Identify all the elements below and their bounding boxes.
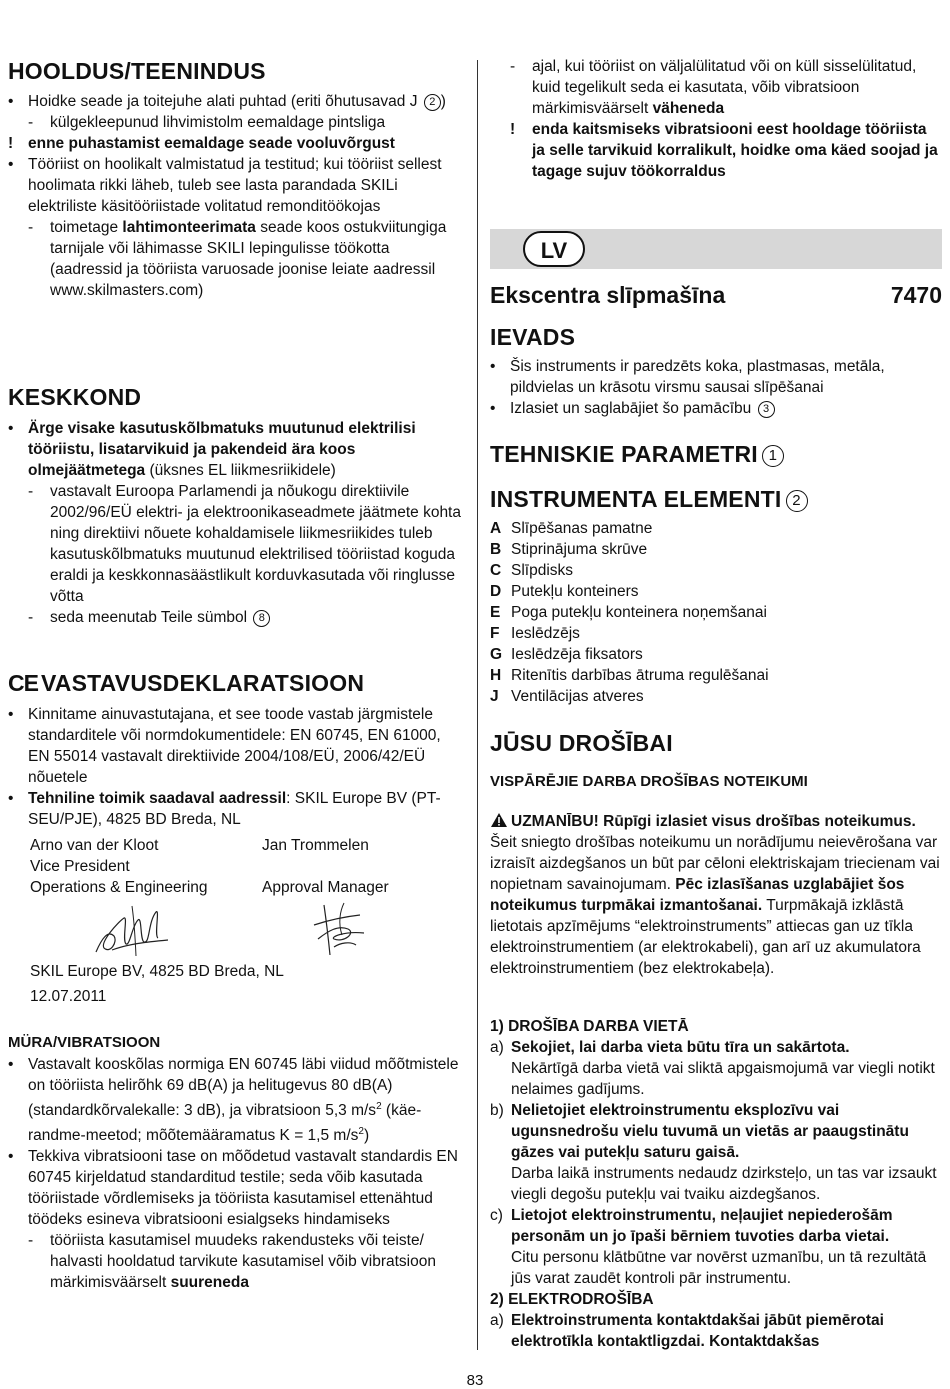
section-title-keskkond: KESKKOND bbox=[8, 384, 142, 410]
element-list-item bbox=[490, 581, 942, 602]
page-number: 83 bbox=[466, 1372, 484, 1389]
column-divider bbox=[477, 60, 478, 1350]
section-title-tech: TEHNISKIE PARAMETRI 1 bbox=[490, 441, 784, 468]
section-title-elements: INSTRUMENTA ELEMENTI 2 bbox=[490, 486, 808, 513]
signature-image-2 bbox=[304, 895, 374, 965]
element-letter: G bbox=[490, 646, 503, 663]
warning-triangle-icon bbox=[490, 812, 508, 828]
product-heading bbox=[490, 282, 942, 309]
vibration-continued bbox=[490, 56, 942, 182]
section-title-hooldus: HOOLDUS/TEENINDUS bbox=[8, 58, 266, 84]
list-subitem: - ajal, kui tööriist on väljalülitatud või on küll sisselülitatud, kuid tegelikult seda ei kasutata, võib vibratsioon märkimisväärselt väheneda bbox=[510, 58, 917, 117]
element-label: Ieslēdzēja fiksators bbox=[511, 646, 643, 663]
signatory-2: Jan Trommelen Approval Manager bbox=[262, 837, 389, 896]
ievads-body bbox=[490, 356, 942, 419]
list-item: • Vastavalt kooskõlas normiga EN 60745 läbi viidud mõõtmistele on tööriista helirõhk 69 dB(A) ja helitugevus 80 dB(A) (standardkõrvalekalle: 3 dB), ja vibratsioon 5,3 $m/s^2$ (käe-randme-meetod; mõõtemääramatus K = 1,5 $m/s^2$) bbox=[8, 1056, 459, 1145]
element-letter: F bbox=[490, 625, 500, 642]
list-item: • Hoidke seade ja toitejuhe alati puhtad (eriti õhutusavad J 2 ) bbox=[8, 93, 446, 110]
rule-item: a) Elektroinstrumenta kontaktdakšai jābūt piemērotai elektrotīkla kontaktligzdai. Kontaktdakšas bbox=[490, 1312, 884, 1350]
element-letter: C bbox=[490, 562, 502, 579]
bullet: • bbox=[8, 93, 14, 110]
element-label: Ieslēdzējs bbox=[511, 625, 580, 642]
element-letter: J bbox=[490, 688, 499, 705]
element-letter: A bbox=[490, 520, 502, 537]
element-label: Putekļu konteiners bbox=[511, 583, 639, 600]
signatory-1: Arno van der Kloot Vice President Operations & Engineering bbox=[30, 837, 208, 896]
list-subitem: - tööriista kasutamisel muudeks rakendusteks või teiste/ halvasti hooldatud tarvikute kasutamisel võib vibratsioon märkimisväärselt suureneda bbox=[28, 1232, 436, 1292]
vastavus-body bbox=[8, 704, 466, 830]
language-badge: LV bbox=[523, 231, 585, 267]
list-subitem: - vastavalt Euroopa Parlamendi ja nõukogu direktiivile 2002/96/EÜ elektri- ja elektroonikaseadmete jäätmete kohta ning direktiivi nõuete kohaldamisele liikmesriikides tuleb kasutuskõlbmatuks muutunud elektrilised tööriistad koguda eraldi ja keskkonnasäästlikult korduvkasutada või ringlusse võtta bbox=[28, 483, 461, 605]
rule-item: c) Lietojot elektroinstrumentu, neļaujiet nepiederošām personām un jo īpaši bērniem tuvoties darba vietai. bbox=[490, 1207, 893, 1245]
hooldus-body bbox=[8, 91, 466, 301]
element-list-item bbox=[490, 602, 942, 623]
figure-ref-badge: 2 bbox=[424, 94, 441, 111]
element-list-item bbox=[490, 623, 942, 644]
element-label: Slīpdisks bbox=[511, 562, 574, 579]
figure-ref-badge: 1 bbox=[762, 445, 784, 467]
model-number: 7470 bbox=[890, 282, 942, 308]
language-bar bbox=[490, 229, 942, 269]
elements-list bbox=[490, 518, 942, 707]
section-title-general-safety: VISPĀRĒJIE DARBA DROŠĪBAS NOTEIKUMI bbox=[490, 773, 808, 790]
figure-ref-badge: 2 bbox=[786, 490, 808, 512]
element-list-item bbox=[490, 686, 942, 707]
element-list-item bbox=[490, 560, 942, 581]
product-name: Ekscentra slīpmašīna bbox=[490, 282, 726, 308]
list-item: • Šis instruments ir paredzēts koka, plastmasas, metāla, pildvielas un krāsotu virsmu sausai slīpēšanai bbox=[490, 358, 885, 396]
keskkond-body bbox=[8, 418, 466, 628]
section-title-ievads: IEVADS bbox=[490, 324, 576, 350]
subsection-title: 1) DROŠĪBA DARBA VIETĀ bbox=[490, 1018, 689, 1035]
list-item: • Izlasiet un saglabājiet šo pamācību 3 bbox=[490, 398, 942, 419]
element-list-item bbox=[490, 539, 942, 560]
list-item: • Ärge visake kasutuskõlbmatuks muutunud elektrilisi tööriistu, lisatarvikuid ja pakendeid ära koos olmejäätmetega (üksnes EL liikmesriikidele) bbox=[8, 420, 416, 479]
element-letter: E bbox=[490, 604, 501, 621]
list-item: • Kinnitame ainuvastutajana, et see toode vastab järgmistele standarditele või normdokumentidele: EN 60745, EN 61000, EN 55014 vastavalt direktiivide 2004/108/EÜ, 2006/42/EÜ nõuetele bbox=[8, 706, 441, 786]
element-letter: D bbox=[490, 583, 502, 600]
element-list-item bbox=[490, 665, 942, 686]
list-subitem: - külgekleepunud lihvimistolm eemaldage pintsliga bbox=[28, 114, 386, 131]
element-label: Ritenītis darbības ātruma regulēšanai bbox=[511, 667, 769, 684]
figure-ref-badge: 3 bbox=[758, 401, 775, 418]
list-subitem: - toimetage lahtimonteerimata seade koos ostukviitungiga tarnijale või lähimasse SKILI lepingulisse töökotta (aadressid ja tööriista varuosade joonise leiate aadressil www.skilmasters.com) bbox=[28, 219, 447, 299]
rule-explanation: Citu personu klātbūtne var novērst uzmanību, un tā rezultātā jūs varat zaudēt kontroli pār instrumentu. bbox=[511, 1249, 927, 1287]
safety-rules bbox=[490, 1016, 942, 1352]
list-item: • Tööriist on hoolikalt valmistatud ja testitud; kui tööriist sellest hoolimata rikki läheb, tuleb see lasta parandada SKILi elektriliste käsitööriistade volitatud remonditöökojas bbox=[8, 156, 442, 215]
element-letter: H bbox=[490, 667, 502, 684]
subsection-title: 2) ELEKTRODROŠĪBA bbox=[490, 1291, 654, 1308]
warning-item: ! enne puhastamist eemaldage seade vooluvõrgust bbox=[8, 135, 395, 152]
rule-explanation: Darba laikā instruments nedaudz dzirksteļo, un tas var izsaukt viegli degošu putekļu vai tvaiku aizdegšanos. bbox=[511, 1165, 937, 1203]
ce-mark-logo: CE bbox=[8, 670, 38, 696]
element-label: Stiprinājuma skrūve bbox=[511, 541, 648, 558]
mura-body bbox=[8, 1054, 466, 1293]
rule-item: a) Sekojiet, lai darba vieta būtu tīra un sakārtota. bbox=[490, 1039, 850, 1056]
element-list-item bbox=[490, 644, 942, 665]
section-title-mura: MÜRA/VIBRATSIOON bbox=[8, 1034, 161, 1051]
figure-ref-badge: 8 bbox=[253, 610, 270, 627]
element-list-item bbox=[490, 518, 942, 539]
list-item: • Tehniline toimik saadaval aadressil: SKIL Europe BV (PT-SEU/PJE), 4825 BD Breda, NL bbox=[8, 790, 441, 828]
warning-paragraph: UZMANĪBU! Rūpīgi izlasiet visus drošības noteikumus. Šeit sniegto drošības noteikumu un norādījumu neievērošana var izraisīt aizdegšanos un būt par cēloni elektriskajam triecienam vai nopietnam savainojumam. Pēc izlasīšanas uzglabājiet šos noteikumus turpmākai izmantošanai. Turpmākajā izklāstā lietotais apzīmējums “elektroinstruments” attiecas gan uz tīkla elektroinstrumentiem (ar elektrokabeli), gan arī uz akumulatora elektroinstrumentiem (bez elektrokabeļa). bbox=[490, 813, 940, 977]
element-label: Ventilācijas atveres bbox=[511, 688, 644, 705]
element-label: Slīpēšanas pamatne bbox=[511, 520, 653, 537]
element-letter: B bbox=[490, 541, 502, 558]
signature-image-1 bbox=[88, 900, 178, 962]
rule-item: b) Nelietojiet elektroinstrumentu eksplozīvu vai ugunsnedrošu vielu tuvumā un vietās ar paaugstinātu gāzes vai putekļu saturu gaisā. bbox=[490, 1102, 909, 1161]
element-label: Poga putekļu konteinera noņemšanai bbox=[511, 604, 767, 621]
list-subitem: - seda meenutab Teile sümbol 8 bbox=[8, 607, 466, 628]
rule-explanation: Nekārtīgā darba vietā vai sliktā apgaismojumā var viegli notikt nelaimes gadījums. bbox=[511, 1060, 935, 1098]
section-title-vastavus: CE VASTAVUSDEKLARATSIOON bbox=[8, 670, 365, 696]
section-title-safety: JŪSU DROŠĪBAI bbox=[490, 730, 673, 756]
warning-item: ! enda kaitsmiseks vibratsiooni eest hooldage tööriista ja selle tarvikuid korralikult, hoidke oma käed soojad ja tagage sujuv töökorraldus bbox=[510, 121, 938, 180]
company-address: SKIL Europe BV, 4825 BD Breda, NL bbox=[30, 963, 284, 980]
declaration-date: 12.07.2011 bbox=[30, 988, 107, 1005]
list-item: • Tekkiva vibratsiooni tase on mõõdetud vastavalt standardis EN 60745 kirjeldatud standarditud testile; seda võib kasutada tööriistade võrdlemiseks ja tööriista kasutamisel ettenähtud töödeks esineva vibratsiooni esialgseks hindamiseks bbox=[8, 1148, 458, 1229]
